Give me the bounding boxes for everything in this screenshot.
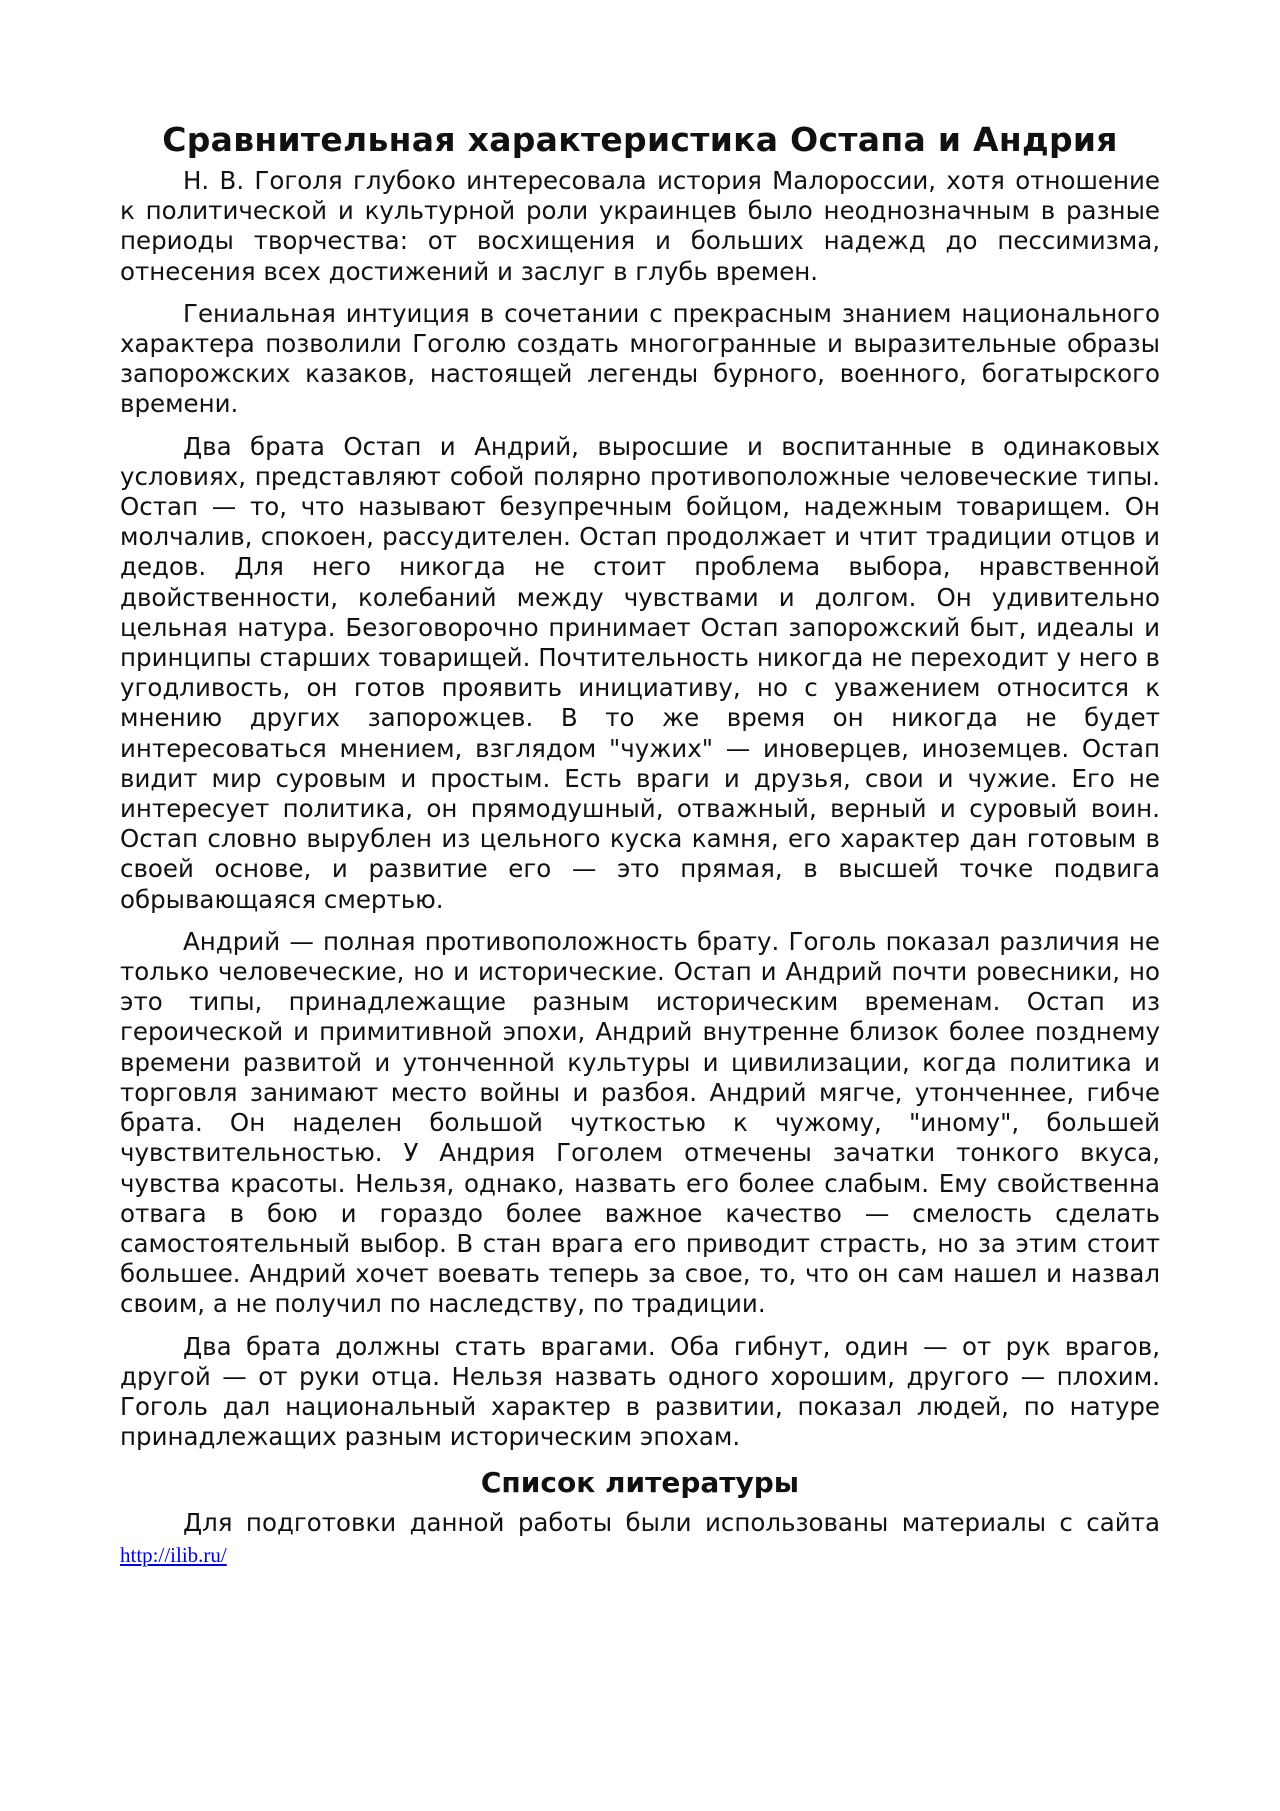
paragraph-ostap: Два брата Остап и Андрий, выросшие и воспитанные в одинаковых условиях, представляют собой полярно противоположные человеческие типы. Остап — то, что называют безупречным бойцом, надежным товарищем. Он молчалив, спокоен, рассудителен. Остап продолжает и чтит традиции отцов и дедов. Для него никогда не стоит проблема выбора, нравственной двойственности, колебаний между чувствами и долгом. Он удивительно цельная натура. Безоговорочно принимает Остап запорожский быт, идеалы и принципы старших товарищей. Почтительность никогда не переходит у него в угодливость, он готов проявить инициативу, но с уважением относится к мнению других запорожцев. В то же время он никогда не будет интересоваться мнением, взглядом "чужих" — иноверцев, иноземцев. Остап видит мир суровым и простым. Есть враги и друзья, свои и чужие. Его не интересует политика, он прямодушный, отважный, верный и суровый воин. Остап словно вырублен из цельного куска камня, его характер дан готовым в своей основе, и развитие его — это прямая, в высшей точке подвига обрывающаяся смертью. [120, 431, 1160, 914]
literature-link[interactable]: http://ilib.ru/ [120, 1542, 227, 1567]
document-title: Сравнительная характеристика Остапа и Андрия [162, 120, 1118, 159]
paragraph-andriy: Андрий — полная противоположность брату. Гоголь показал различия не только человеческие, но и исторические. Остап и Андрий почти ровесники, но это типы, принадлежащие разным историческим временам. Остап из героической и примитивной эпохи, Андрий внутренне близок более позднему времени развитой и утонченной культуры и цивилизации, когда политика и торговля занимают место войны и разбоя. Андрий мягче, утонченнее, гибче брата. Он наделен большой чуткостью к чужому, "иному", большей чувствительностью. У Андрия Гоголем отмечены зачатки тонкого вкуса, чувства красоты. Нельзя, однако, назвать его более слабым. Ему свойственна отвага в бою и гораздо более важное качество — смелость сделать самостоятельный выбор. В стан врага его приводит страсть, но за этим стоит большее. Андрий хочет воевать теперь за свое, то, что он сам нашел и назвал своим, а не получил по наследству, по традиции. [120, 926, 1160, 1319]
paragraph-intuition: Гениальная интуиция в сочетании с прекрасным знанием национального характера позволили Гоголю создать многогранные и выразительные образы запорожских казаков, настоящей легенды бурного, военного, богатырского времени. [120, 298, 1160, 419]
paragraph-intro: Н. В. Гоголя глубоко интересовала история Малороссии, хотя отношение к политической и культурной роли украинцев было неоднозначным в разные периоды творчества: от восхищения и больших надежд до пессимизма, отнесения всех достижений и заслуг в глубь времен. [120, 166, 1160, 286]
literature-text: Для подготовки данной работы были использованы материалы с сайта [183, 1508, 1160, 1538]
paragraph-conclusion: Два брата должны стать врагами. Оба гибнут, один — от рук врагов, другой — от руки отца. Нельзя назвать одного хорошим, другого — плохим. Гоголь дал национальный характер в развитии, показал людей, по натуре принадлежащих разным историческим эпохам. [120, 1331, 1160, 1452]
document-page [120, 118, 1160, 1570]
literature-paragraph [120, 1508, 1160, 1569]
literature-heading: Список литературы [480, 1466, 800, 1500]
